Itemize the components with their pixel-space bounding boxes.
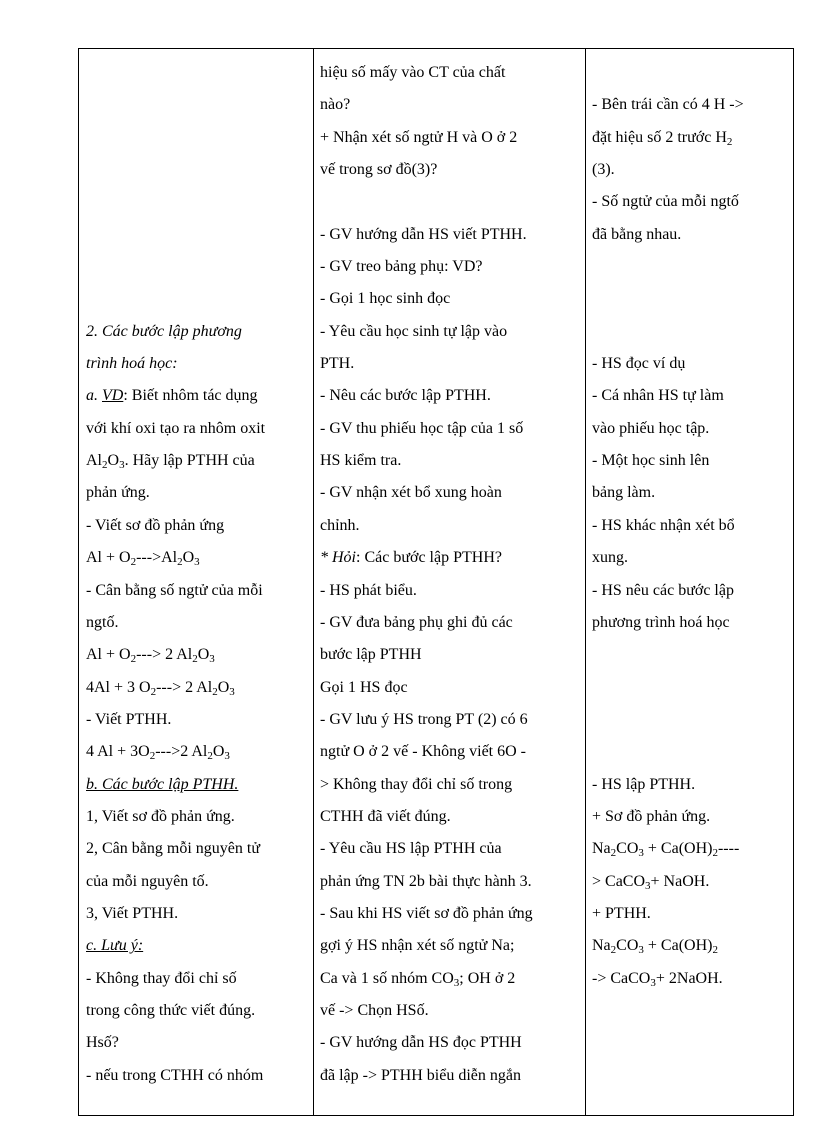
- text-line: xung.: [592, 549, 628, 567]
- text-line: - HS khác nhận xét bổ: [592, 516, 735, 534]
- text-line: đã bằng nhau.: [592, 225, 682, 243]
- text-line: PTH.: [320, 355, 355, 373]
- text-line: [86, 57, 265, 89]
- formula-line: 4 $Al + 3O_2--->2$ $Al_2O_3$: [86, 743, 230, 763]
- text-line: [592, 639, 744, 671]
- text-line: - nếu trong CTHH có nhóm: [86, 1066, 264, 1084]
- text-line: - Sau khi HS viết sơ đồ phản ứng: [320, 904, 533, 922]
- text-line: Gọi 1 HS đọc: [320, 678, 408, 696]
- text-line: - GV đưa bảng phụ ghi đủ các: [320, 613, 513, 631]
- text-line: vế trong sơ đồ(3)?: [320, 161, 438, 179]
- text-line: - Gọi 1 học sinh đọc: [320, 290, 451, 308]
- text-line: - HS đọc ví dụ: [592, 355, 686, 373]
- text-line: - Nêu các bước lập PTHH.: [320, 387, 491, 405]
- text-line: CTHH đã viết đúng.: [320, 807, 451, 825]
- text-line: - GV nhận xét bổ xung hoàn: [320, 484, 502, 502]
- text-line: 2, Cân bằng mỗi nguyên tử: [86, 840, 260, 858]
- column-divider-2: [585, 49, 586, 1115]
- formula-line: $Na_2CO_3 + Ca(OH)_2----$: [592, 840, 740, 860]
- content-column: [86, 57, 265, 1092]
- text-line: [86, 186, 265, 218]
- text-line: - Yêu cầu học sinh tự lập vào: [320, 322, 508, 340]
- text-line: phản ứng.: [86, 484, 150, 502]
- text-line: - GV hướng dẫn HS đọc PTHH: [320, 1034, 522, 1052]
- section-heading: trình hoá học:: [86, 355, 178, 373]
- text-line: + Sơ đồ phản ứng.: [592, 807, 711, 825]
- text-line: - Một học sinh lên: [592, 452, 710, 470]
- text-line: hiệu số mấy vào CT của chất: [320, 64, 506, 81]
- text-line: - GV treo bảng phụ: VD?: [320, 258, 483, 276]
- text-line: [592, 316, 744, 348]
- text-line: [592, 672, 744, 704]
- text-line: Ca và 1 số nhóm $CO_3$; OH ở 2: [320, 969, 516, 989]
- text-line: gợi ý HS nhận xét số ngtử Na;: [320, 937, 515, 955]
- teacher-activity-column: [320, 57, 533, 1092]
- text-line: - HS phát biểu.: [320, 581, 417, 599]
- text-line: $Al_2O_3$. Hãy lập PTHH của: [86, 452, 255, 472]
- text-line: - HS nêu các bước lập: [592, 581, 734, 599]
- text-line: với khí oxi tạo ra nhôm oxit: [86, 419, 266, 437]
- text-line: ngtử O ở 2 vế - Không viết 6O -: [320, 743, 526, 761]
- section-heading: b. Các bước lập PTHH.: [86, 775, 239, 793]
- text-line: - GV thu phiếu học tập của 1 số: [320, 419, 524, 437]
- text-line: [592, 283, 744, 315]
- text-line: Hsố?: [86, 1034, 119, 1052]
- text-line: a. VD: Biết nhôm tác dụng: [86, 387, 258, 405]
- text-line: chỉnh.: [320, 516, 360, 534]
- text-line: > Không thay đổi chỉ số trong: [320, 775, 513, 793]
- text-line: nào?: [320, 96, 351, 114]
- text-line: [86, 219, 265, 251]
- text-line: - Không thay đổi chỉ số: [86, 969, 237, 987]
- formula-line: $Na_2CO_3 + Ca(OH)_2$: [592, 937, 718, 957]
- text-line: ngtố.: [86, 613, 119, 631]
- text-line: - Viết PTHH.: [86, 710, 172, 728]
- text-line: - Số ngtử của mỗi ngtố: [592, 193, 739, 211]
- text-line: (3).: [592, 161, 615, 179]
- text-line: [86, 122, 265, 154]
- column-divider-1: [313, 49, 314, 1115]
- text-line: phương trình hoá học: [592, 613, 730, 631]
- text-line: - GV lưu ý HS trong PT (2) có 6: [320, 710, 528, 728]
- text-line: - Yêu cầu HS lập PTHH của: [320, 840, 502, 858]
- text-line: * Hỏi: Các bước lập PTHH?: [320, 549, 502, 567]
- text-line: đã lập -> PTHH biểu diễn ngắn: [320, 1066, 521, 1084]
- text-line: + Nhận xét số ngtử H và O ở 2: [320, 128, 518, 146]
- student-activity-column: [592, 57, 744, 995]
- text-line: [592, 251, 744, 283]
- text-line: trong công thức viết đúng.: [86, 1001, 256, 1019]
- formula-line: -> CaCO$_3$+ 2NaOH.: [592, 969, 723, 989]
- text-line: của mỗi nguyên tố.: [86, 872, 209, 890]
- text-line: [320, 186, 533, 218]
- lesson-table: [78, 48, 794, 1116]
- text-line: - GV hướng dẫn HS viết PTHH.: [320, 225, 527, 243]
- text-line: - Cá nhân HS tự làm: [592, 387, 724, 405]
- text-line: đặt hiệu số 2 trước $H_2$: [592, 128, 733, 148]
- text-line: [86, 251, 265, 283]
- text-line: [592, 57, 744, 89]
- text-line: - Bên trái cần có 4 H ->: [592, 96, 744, 114]
- text-line: - HS lập PTHH.: [592, 775, 696, 793]
- formula-line: $Al + O_2---> 2$ $Al_2O_3$: [86, 646, 215, 666]
- text-line: vế -> Chọn HSố.: [320, 1001, 429, 1019]
- text-line: bảng làm.: [592, 484, 656, 502]
- formula-line: $Al + O_2--->Al_2O_3$: [86, 549, 200, 569]
- text-line: [86, 154, 265, 186]
- text-line: - Viết sơ đồ phản ứng: [86, 516, 225, 534]
- text-line: [86, 283, 265, 315]
- section-heading: c. Lưu ý:: [86, 937, 144, 955]
- text-line: [592, 736, 744, 768]
- text-line: + PTHH.: [592, 904, 651, 922]
- text-line: bước lập PTHH: [320, 646, 422, 664]
- text-line: 3, Viết PTHH.: [86, 904, 179, 922]
- text-line: 1, Viết sơ đồ phản ứng.: [86, 807, 235, 825]
- section-heading: 2. Các bước lập phương: [86, 322, 242, 340]
- text-line: - Cân bằng số ngtử của mỗi: [86, 581, 263, 599]
- formula-line: 4Al + 3 $O_2---> 2$ $Al_2O_3$: [86, 678, 235, 698]
- text-line: [592, 704, 744, 736]
- text-line: HS kiểm tra.: [320, 452, 402, 470]
- formula-line: > CaCO$_3$+ NaOH.: [592, 872, 710, 892]
- text-line: [86, 89, 265, 121]
- text-line: phản ứng TN 2b bài thực hành 3.: [320, 872, 532, 890]
- text-line: vào phiếu học tập.: [592, 419, 710, 437]
